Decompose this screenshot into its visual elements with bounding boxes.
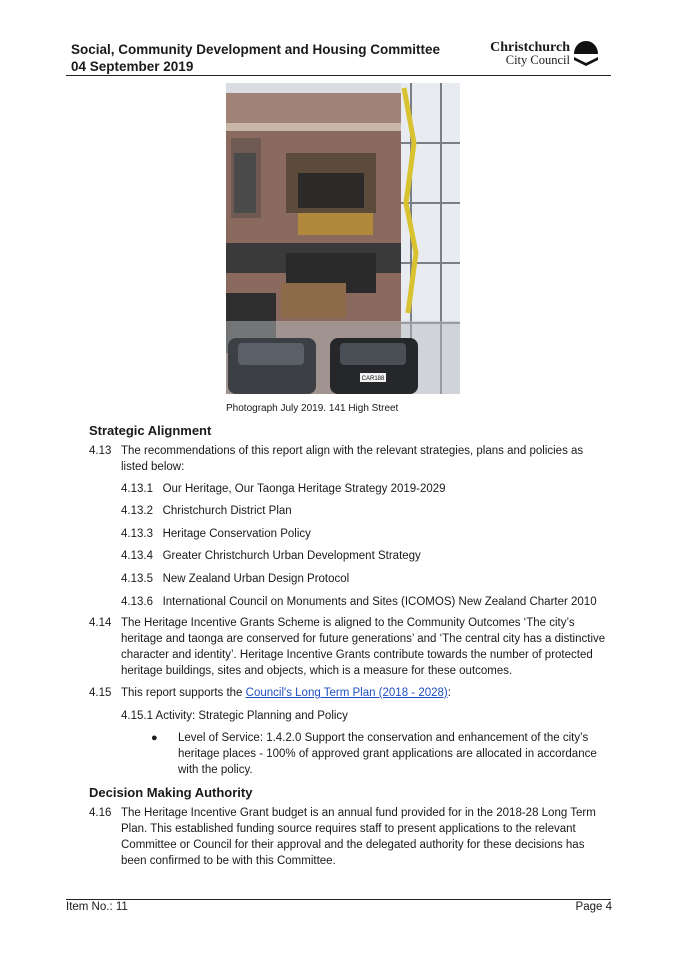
strategic-alignment-heading: Strategic Alignment [89, 423, 212, 438]
list-item-text: Our Heritage, Our Taonga Heritage Strategy 2019-2029 [162, 483, 446, 495]
footer-item-number: Item No.: 11 [66, 901, 128, 913]
list-item [121, 548, 421, 564]
meeting-date: 04 September 2019 [71, 59, 194, 74]
list-item-number: 4.13.3 [121, 528, 153, 540]
committee-name: Social, Community Development and Housing Committee [71, 42, 441, 57]
building-photo [226, 83, 460, 394]
para-4-15-prefix: This report supports the [121, 687, 246, 699]
logo-text-line2: City Council [505, 53, 570, 67]
bullet-dot-icon: ● [151, 732, 158, 744]
para-4-14-text: The Heritage Incentive Grants Scheme is aligned to the Community Outcomes ‘The city’s heritage and taonga are conserved for future generations’ and ‘The central city has a distinctive character and identity’. Heritage Incentive Grants contribute towards the number of protected heritage buildings, sites and objects, which is a measure for these outcomes. [121, 617, 606, 677]
list-item-text: New Zealand Urban Design Protocol [162, 573, 350, 585]
header-divider [66, 75, 611, 76]
page-header-title [71, 41, 440, 75]
photo-caption: Photograph July 2019. 141 High Street [226, 403, 399, 414]
para-4-15-text [121, 685, 611, 701]
decision-making-heading: Decision Making Authority [89, 785, 253, 800]
list-item [121, 571, 349, 587]
list-item-number: 4.13.1 [121, 483, 153, 495]
para-4-13-number: 4.13 [89, 445, 112, 457]
list-item [121, 503, 292, 519]
para-4-15-1: 4.15.1 Activity: Strategic Planning and Policy [121, 710, 348, 722]
list-item-number: 4.13.4 [121, 550, 153, 562]
list-item-text: Greater Christchurch Urban Development Strategy [162, 550, 421, 562]
para-4-14-number: 4.14 [89, 617, 112, 629]
bullet-level-of-service: Level of Service: 1.4.2.0 Support the conservation and enhancement of the city’s heritage places - 100% of approved grant applications are allocated in accordance with the policy. [178, 732, 597, 776]
para-4-15-number: 4.15 [89, 687, 112, 699]
list-item [121, 594, 597, 610]
para-4-16-text: The Heritage Incentive Grant budget is an annual fund provided for in the 2018-28 Long Term Plan. This established funding source requires staff to present applications to the relevant Committee or Council for their approval and the delegated authority for these decisions has been confirmed to be with this Committee. [121, 807, 596, 867]
number-plate-text: CAR188 [361, 376, 385, 382]
cathedral-emblem-icon [572, 40, 600, 68]
list-item [121, 526, 311, 542]
footer-divider [66, 899, 611, 900]
logo-text-line1: Christchurch [490, 40, 570, 55]
list-item-number: 4.13.2 [121, 505, 153, 517]
list-item-text: Heritage Conservation Policy [162, 528, 311, 540]
long-term-plan-link[interactable]: Council's Long Term Plan (2018 - 2028) [245, 687, 448, 699]
list-item [121, 481, 446, 497]
para-4-16-number: 4.16 [89, 807, 112, 819]
list-item-number: 4.13.5 [121, 573, 153, 585]
para-4-13-text: The recommendations of this report align with the relevant strategies, plans and policies as listed below: [121, 445, 584, 473]
para-4-15-suffix: : [447, 687, 451, 699]
footer-page-number: Page 4 [575, 901, 612, 913]
list-item-number: 4.13.6 [121, 596, 153, 608]
list-item-text: International Council on Monuments and Sites (ICOMOS) New Zealand Charter 2010 [162, 596, 597, 608]
list-item-text: Christchurch District Plan [162, 505, 292, 517]
council-logo [480, 40, 600, 70]
